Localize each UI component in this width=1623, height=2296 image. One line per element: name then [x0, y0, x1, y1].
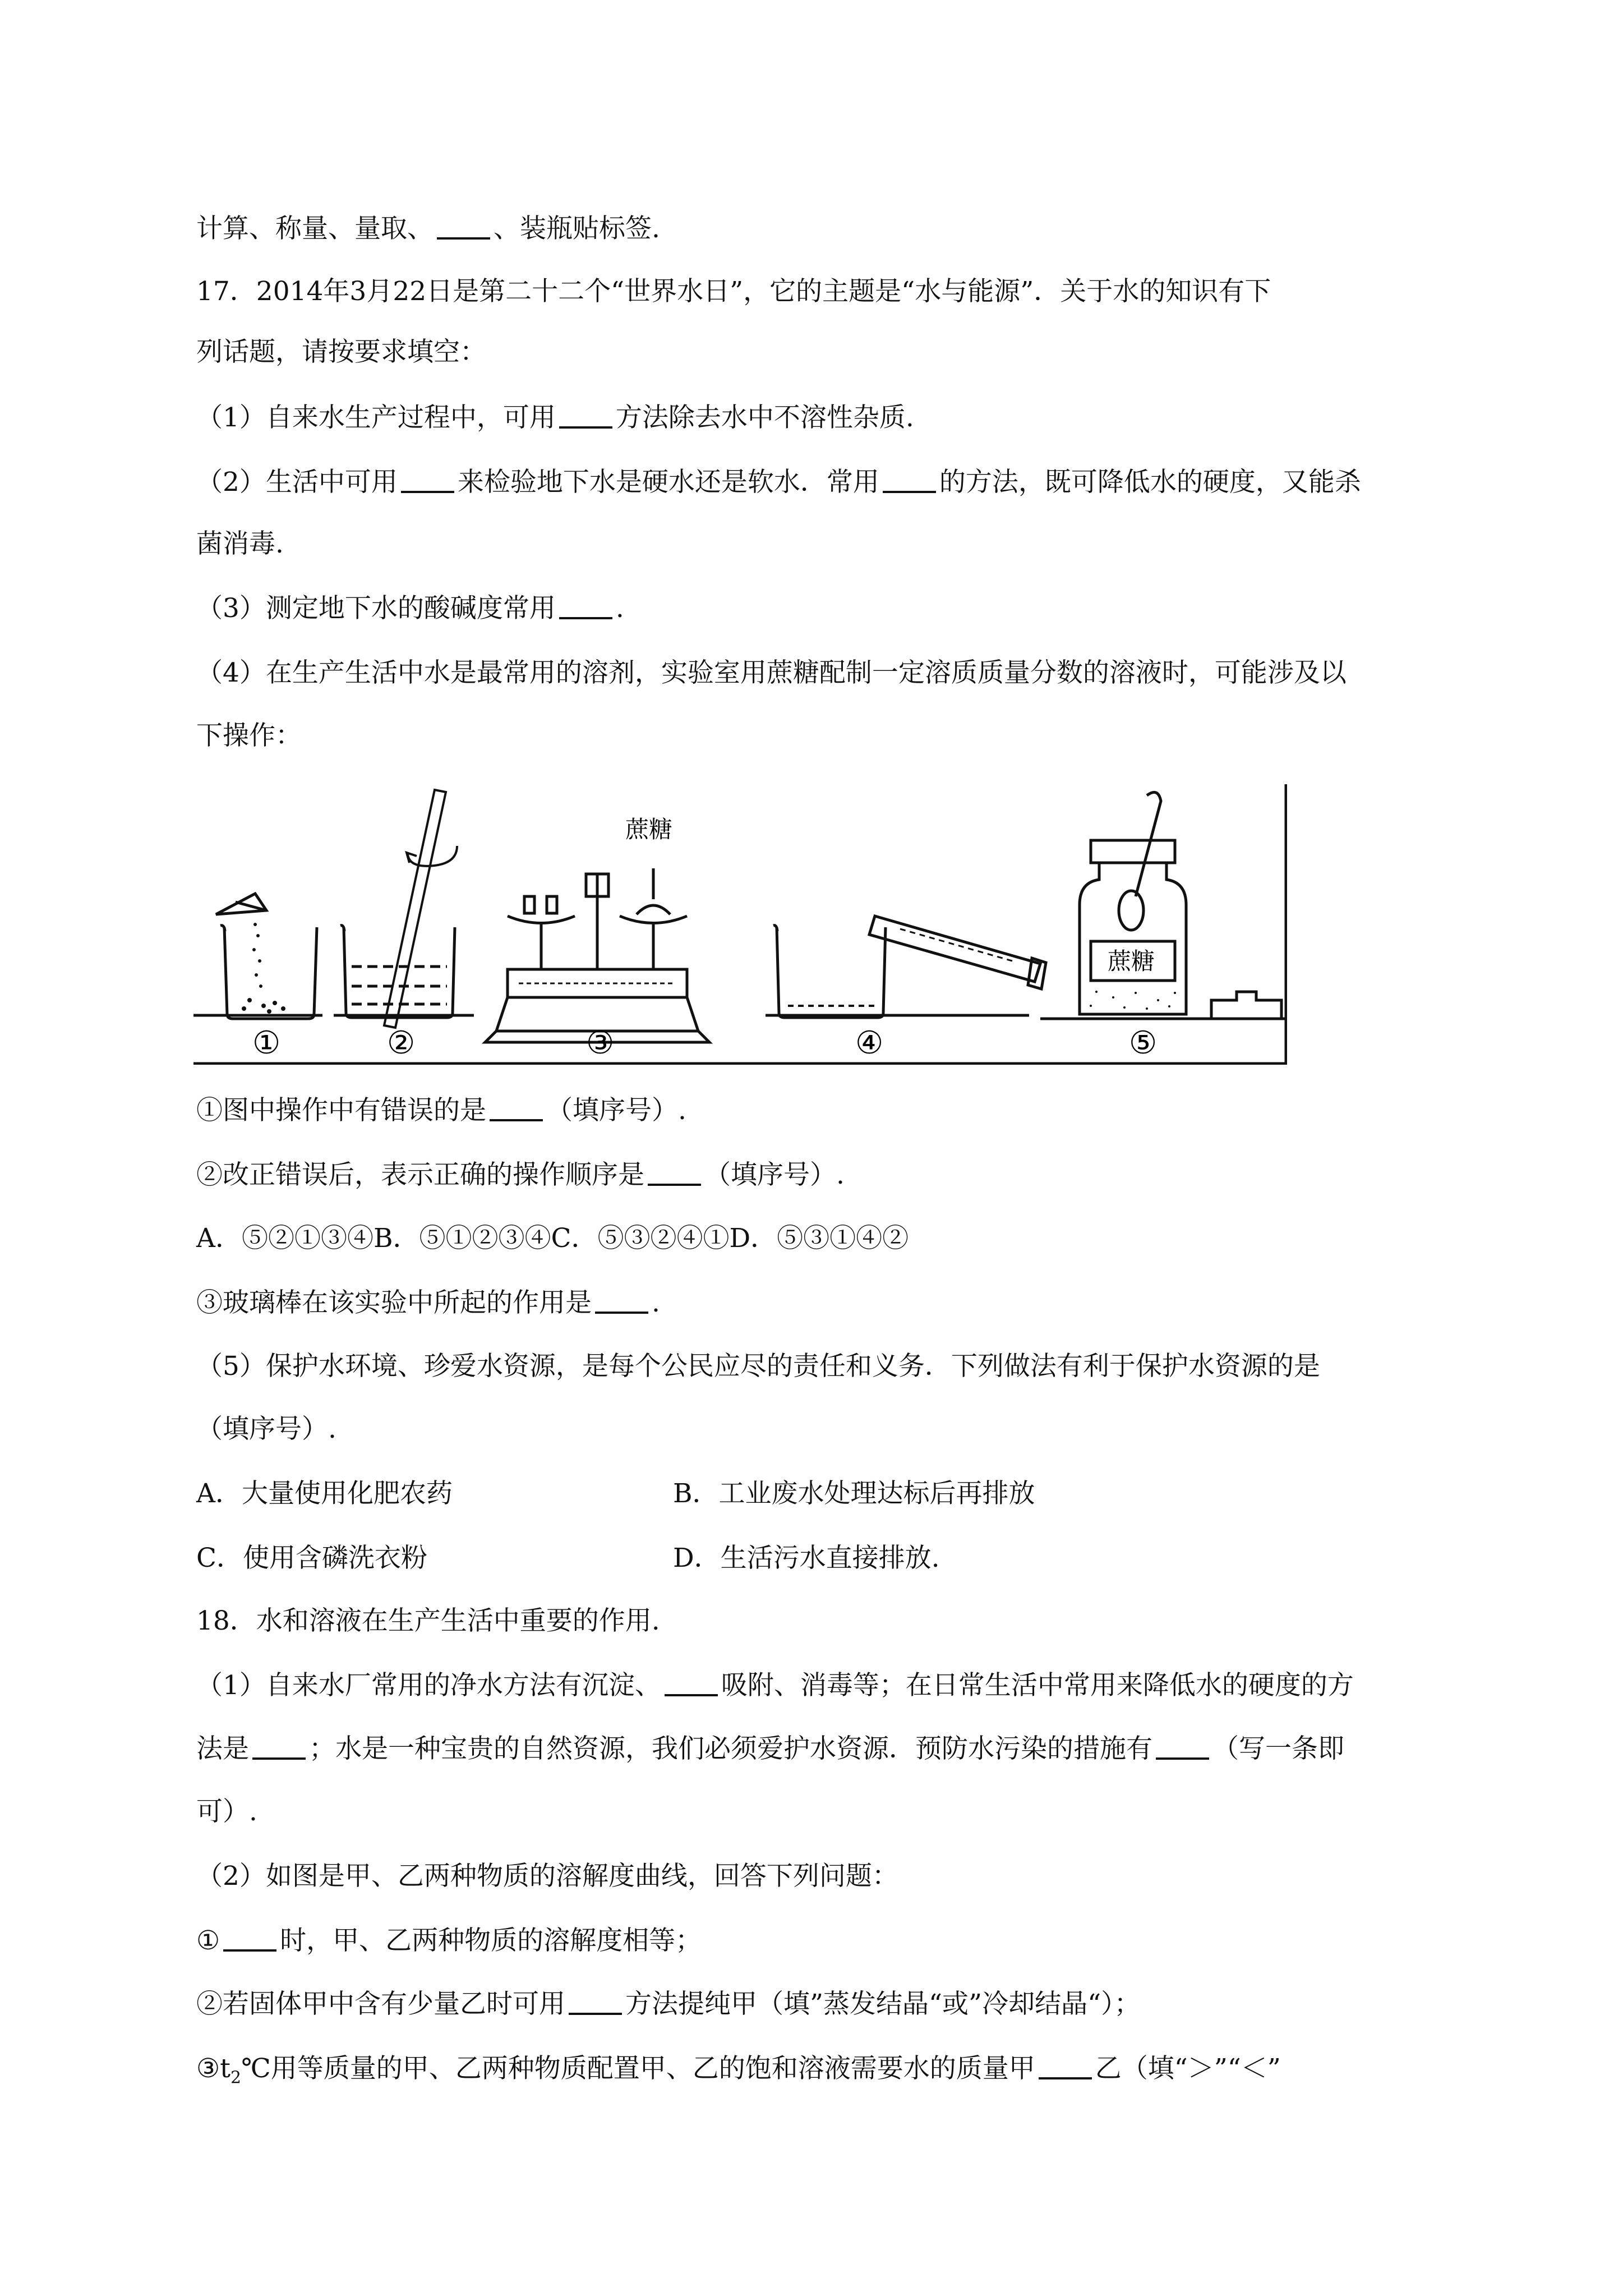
q17-sub3: ③玻璃棒在该实验中所起的作用是 .	[196, 1287, 660, 1318]
answer-blank[interactable]	[665, 1672, 718, 1696]
q17-part4-1: （4）在生产生活中水是最常用的溶剂，实验室用蔗糖配制一定溶质质量分数的溶液时，可能涉及以	[196, 657, 1347, 688]
q17-sub1: ①图中操作中有错误的是 （填序号）.	[196, 1095, 686, 1126]
answer-blank[interactable]	[1156, 1735, 1209, 1760]
q17-part2: （2）生活中可用 来检验地下水是硬水还是软水．常用 的方法，既可降低水的硬度，又能杀	[196, 467, 1361, 498]
step-label-2: ②	[387, 1025, 416, 1061]
answer-blank[interactable]	[559, 595, 612, 619]
q17-choices: A．⑤②①③④B．⑤①②③④C．⑤③②④①D．⑤③①④②	[196, 1223, 909, 1254]
q17-part3: （3）测定地下水的酸碱度常用 .	[196, 593, 624, 624]
q17-part5-1: （5）保护水环境、珍爱水资源，是每个公民应尽的责任和义务．下列做法有利于保护水资源的是	[196, 1351, 1320, 1382]
option-c: C．使用含磷洗衣粉	[196, 1543, 427, 1573]
option-d: D．生活污水直接排放.	[673, 1543, 940, 1573]
experiment-figure	[193, 784, 1287, 1065]
answer-blank[interactable]	[559, 404, 612, 429]
stirring-beaker-icon	[340, 790, 457, 1028]
q18-stem: 18．水和溶液在生产生活中重要的作用.	[196, 1605, 660, 1636]
line-procedure: 计算、称量、量取、 、装瓶贴标签.	[196, 213, 660, 244]
q17-stem-1: 17．2014年3月22日是第二十二个“世界水日”，它的主题是“水与能源”．关于水的知识有下	[196, 276, 1271, 307]
jar-label: 蔗糖	[1108, 947, 1155, 975]
q17-part5-2: （填序号）.	[196, 1414, 336, 1444]
answer-blank[interactable]	[437, 215, 490, 240]
pouring-water-icon	[773, 916, 1046, 1018]
balance-icon	[485, 868, 709, 1042]
answer-blank[interactable]	[883, 468, 936, 493]
answer-blank[interactable]	[252, 1735, 306, 1760]
step-label-3: ③	[586, 1025, 615, 1061]
reagent-bottle-icon	[1080, 792, 1281, 1019]
option-b: B．工业废水处理达标后再排放	[673, 1478, 1035, 1509]
step-label-1: ①	[252, 1025, 281, 1061]
q18-part1-1: （1）自来水厂常用的净水方法有沉淀、 吸附、消毒等；在日常生活中常用来降低水的硬度的方	[196, 1670, 1354, 1701]
q18-sub3: $③t_2℃$用等质量的甲、乙两种物质配置甲、乙的饱和溶液需要水的质量甲 乙（填“＞”“＜”	[196, 2053, 1281, 2088]
answer-blank[interactable]	[569, 1990, 622, 2015]
q18-part1-2: 法是 ；水是一种宝贵的自然资源，我们必须爱护水资源．预防水污染的措施有 （写一条即	[196, 1733, 1344, 1764]
option-a: A．大量使用化肥农药	[196, 1478, 453, 1509]
q18-sub2: ②若固体甲中含有少量乙时可用 方法提纯甲（填”蒸发结晶“或”冷却结晶“）；	[196, 1989, 1141, 2019]
q17-part4-2: 下操作：	[196, 720, 302, 751]
answer-blank[interactable]	[490, 1097, 543, 1121]
q18-part1-3: 可）.	[196, 1796, 257, 1827]
pouring-sugar-icon	[216, 894, 317, 1019]
q18-sub1: ① 时，甲、乙两种物质的溶解度相等；	[196, 1925, 702, 1956]
sugar-label: 蔗糖	[625, 816, 673, 843]
answer-blank[interactable]	[223, 1927, 276, 1952]
q17-sub2: ②改正错误后，表示正确的操作顺序是 （填序号）.	[196, 1159, 845, 1190]
q18-part2: （2）如图是甲、乙两种物质的溶解度曲线，回答下列问题：	[196, 1861, 898, 1892]
answer-blank[interactable]	[401, 468, 454, 493]
step-label-4: ④	[855, 1025, 884, 1061]
q17-stem-2: 列话题，请按要求填空：	[196, 337, 486, 367]
answer-blank[interactable]	[595, 1289, 648, 1314]
q17-part2-cont: 菌消毒.	[196, 528, 284, 559]
answer-blank[interactable]	[1039, 2055, 1092, 2079]
step-label-5: ⑤	[1129, 1025, 1158, 1061]
q17-part1: （1）自来水生产过程中，可用 方法除去水中不溶性杂质.	[196, 402, 914, 433]
answer-blank[interactable]	[648, 1161, 701, 1186]
